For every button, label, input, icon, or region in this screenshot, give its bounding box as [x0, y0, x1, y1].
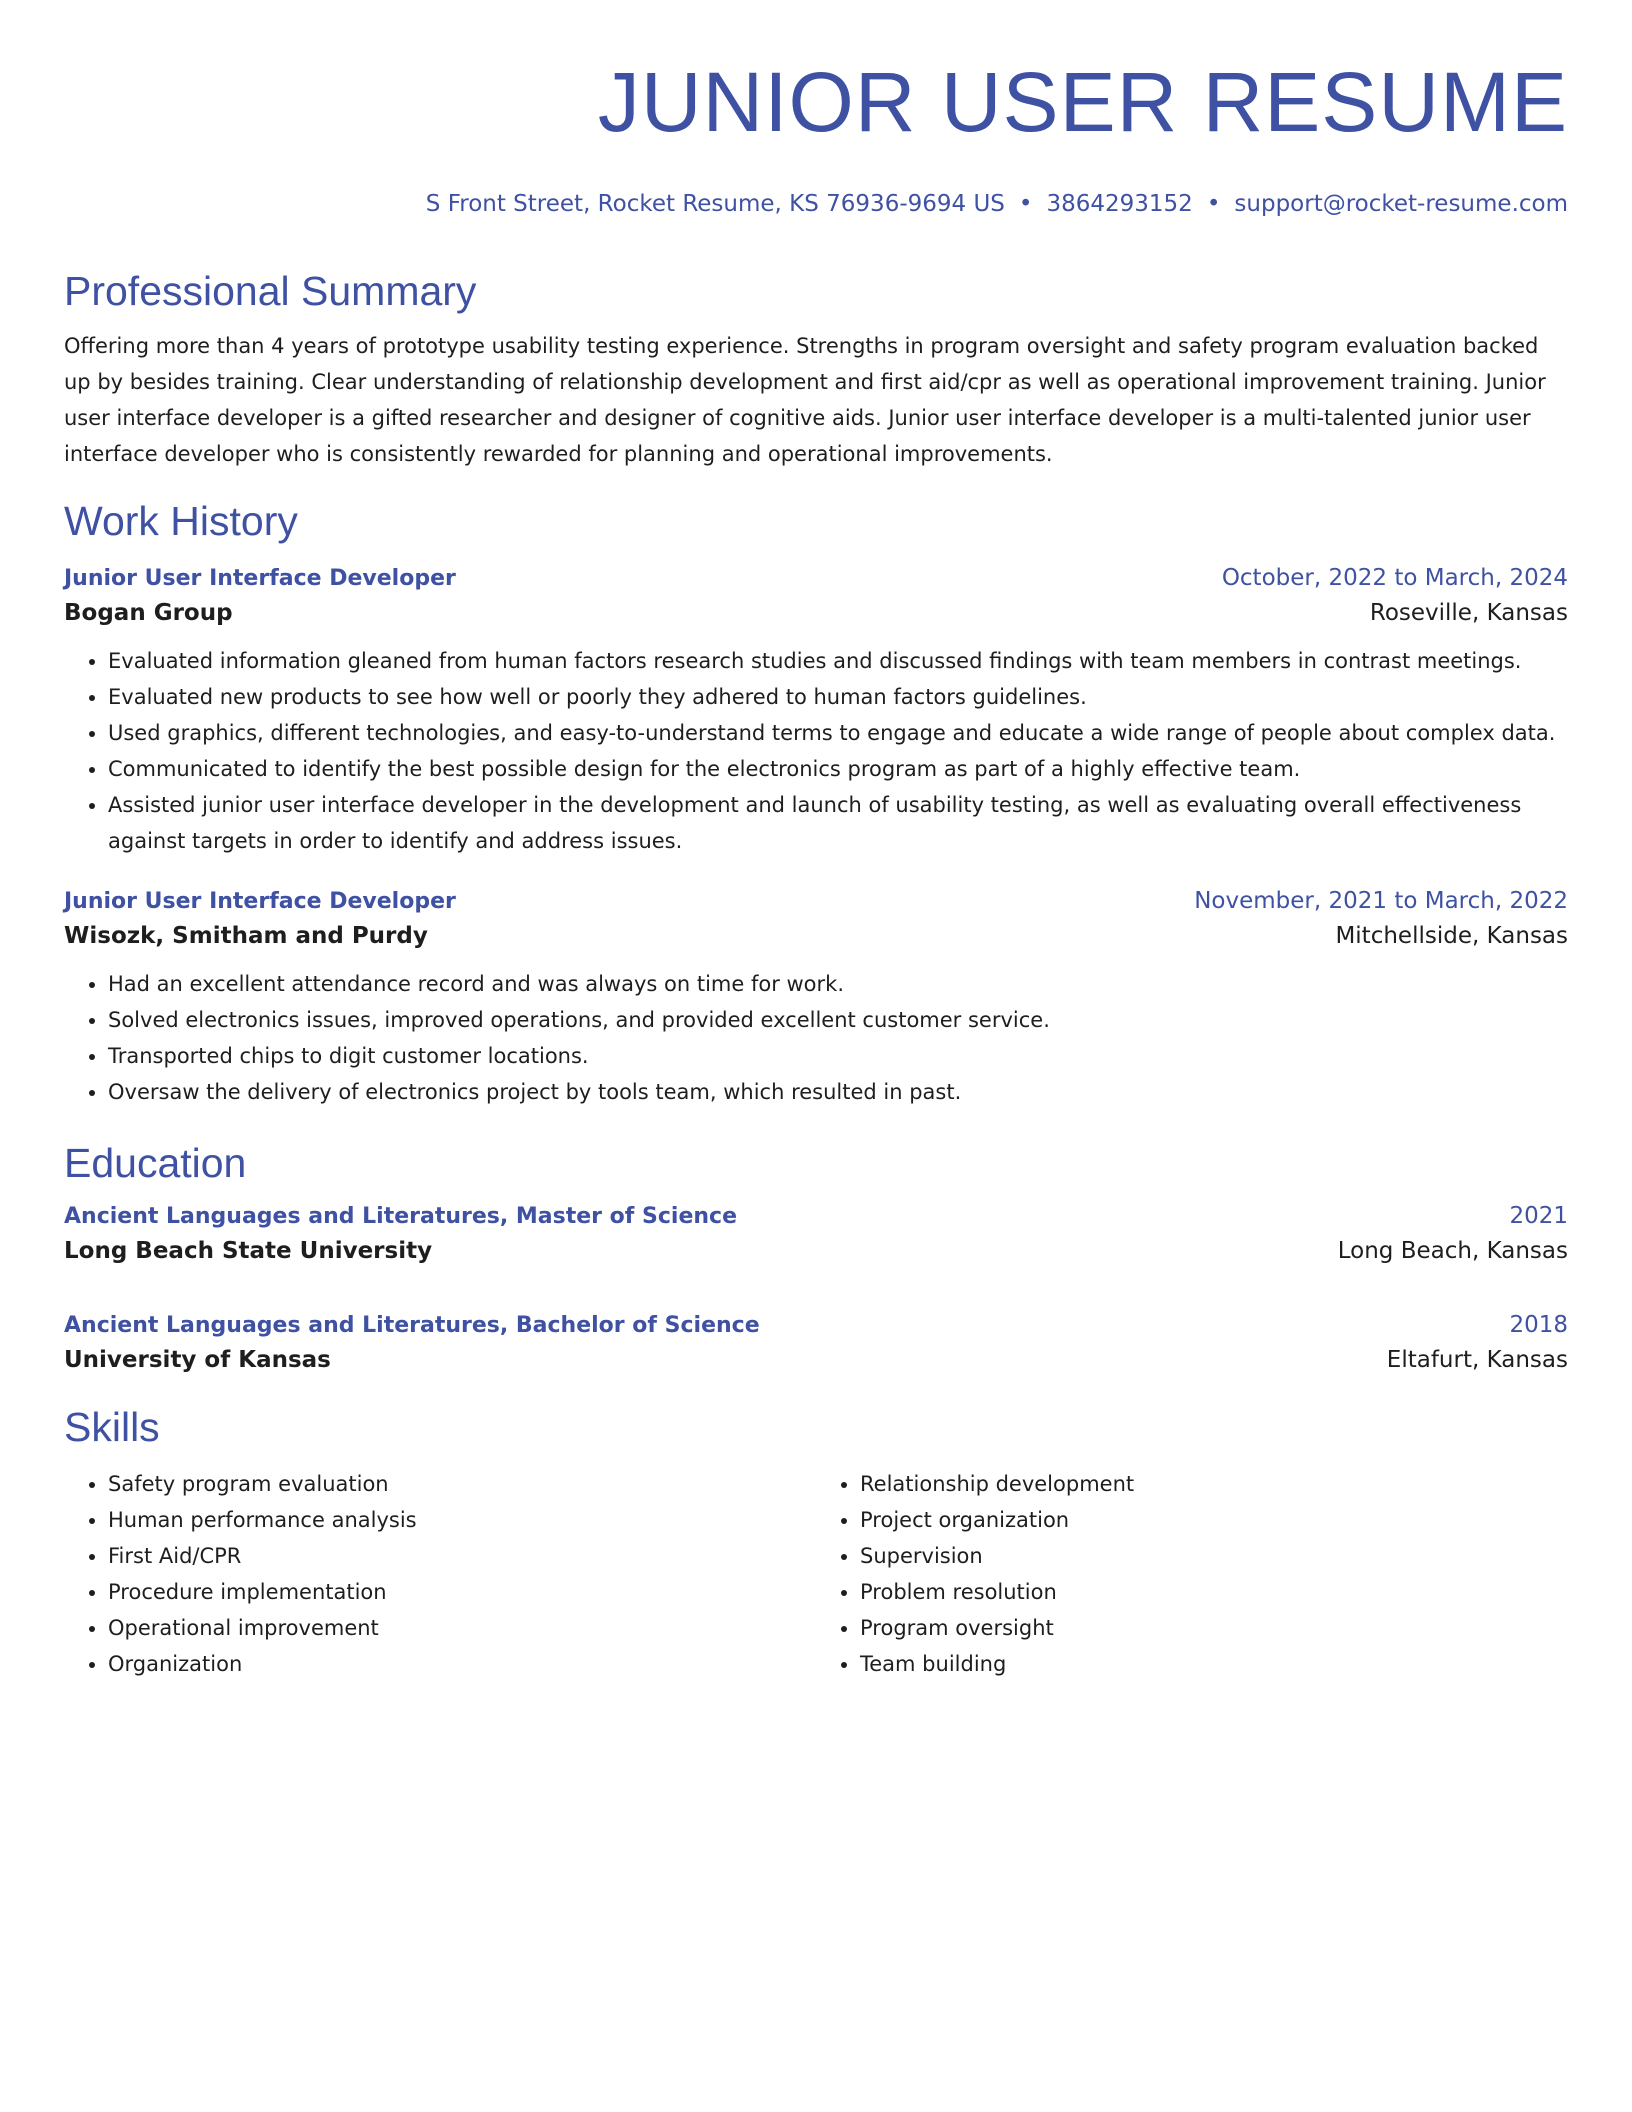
skill-item: • Procedure implementation [108, 1574, 816, 1610]
education-location: Long Beach, Kansas [1337, 1238, 1568, 1264]
list-item: • Used graphics, different technologies, and easy-to-understand terms to engage and educate a wide range of people about complex data. [108, 715, 1568, 751]
skill-item: • Supervision [860, 1538, 1568, 1574]
list-item: • Solved electronics issues, improved operations, and provided excellent customer service. [108, 1002, 1568, 1038]
contact-line [64, 188, 1568, 220]
contact-phone[interactable]: 3864293152 [1046, 191, 1193, 217]
list-item: • Transported chips to digit customer locations. [108, 1038, 1568, 1074]
education-year: 2018 [1509, 1312, 1568, 1338]
education-location: Eltafurt, Kansas [1386, 1347, 1568, 1373]
list-item: • Assisted junior user interface developer in the development and launch of usability testing, as well as evaluating overall effectiveness against targets in order to identify and address issues. [108, 787, 1568, 859]
job-location: Roseville, Kansas [1369, 600, 1568, 626]
education-heading: Education [64, 1140, 247, 1186]
skills-list [64, 1466, 1568, 1682]
skills-column-left [64, 1466, 816, 1682]
job-bullets [64, 966, 1568, 1110]
education-school: Long Beach State University [64, 1238, 433, 1264]
education-school: University of Kansas [64, 1347, 331, 1373]
skills-column-right [816, 1466, 1568, 1682]
job-dates: November, 2021 to March, 2022 [1194, 888, 1568, 914]
job-title: Junior User Interface Developer [64, 889, 456, 914]
contact-email[interactable]: support@rocket-resume.com [1234, 191, 1568, 217]
education-entry [64, 1200, 1568, 1269]
skill-item: • First Aid/CPR [108, 1538, 816, 1574]
education-degree: Ancient Languages and Literatures, Bachelor of Science [64, 1313, 760, 1338]
skill-item: • Program oversight [860, 1610, 1568, 1646]
job-bullets [64, 643, 1568, 859]
list-item: • Evaluated new products to see how well or poorly they adhered to human factors guidelines. [108, 679, 1568, 715]
list-item: • Communicated to identify the best possible design for the electronics program as part of a highly effective team. [108, 751, 1568, 787]
skills-heading: Skills [64, 1404, 160, 1450]
skill-item: • Human performance analysis [108, 1502, 816, 1538]
job-dates: October, 2022 to March, 2024 [1221, 565, 1568, 591]
resume-title: JUNIOR USER RESUME [597, 55, 1568, 149]
skill-item: • Safety program evaluation [108, 1466, 816, 1502]
list-item: • Had an excellent attendance record and was always on time for work. [108, 966, 1568, 1002]
job-company: Bogan Group [64, 600, 233, 626]
job-location: Mitchellside, Kansas [1335, 923, 1568, 949]
skill-item: • Team building [860, 1646, 1568, 1682]
skill-item: • Organization [108, 1646, 816, 1682]
list-item: • Evaluated information gleaned from human factors research studies and discussed findings with team members in contrast meetings. [108, 643, 1568, 679]
skill-item: • Problem resolution [860, 1574, 1568, 1610]
summary-heading: Professional Summary [64, 268, 477, 314]
education-entry [64, 1309, 1568, 1378]
job-company: Wisozk, Smitham and Purdy [64, 923, 428, 949]
contact-separator: • [1018, 191, 1033, 217]
contact-address: S Front Street, Rocket Resume, KS 76936-9694 US [425, 191, 1005, 217]
job-entry [64, 885, 1568, 1110]
summary-text: Offering more than 4 years of prototype usability testing experience. Strengths in program oversight and safety program evaluation backed up by besides training. Clear understanding of relationship development and first aid/cpr as well as operational improvement training. Junior user interface developer is a gifted researcher and designer of cognitive aids. Junior user interface developer is a multi-talented junior user interface developer who is consistently rewarded for planning and operational improvements. [64, 334, 1546, 466]
education-year: 2021 [1509, 1203, 1568, 1229]
skill-item: • Project organization [860, 1502, 1568, 1538]
job-title: Junior User Interface Developer [64, 566, 456, 591]
work-history-heading: Work History [64, 498, 298, 544]
skill-item: • Operational improvement [108, 1610, 816, 1646]
contact-separator: • [1206, 191, 1221, 217]
education-degree: Ancient Languages and Literatures, Master of Science [64, 1204, 737, 1229]
list-item: • Oversaw the delivery of electronics project by tools team, which resulted in past. [108, 1074, 1568, 1110]
job-entry [64, 562, 1568, 859]
skill-item: • Relationship development [860, 1466, 1568, 1502]
